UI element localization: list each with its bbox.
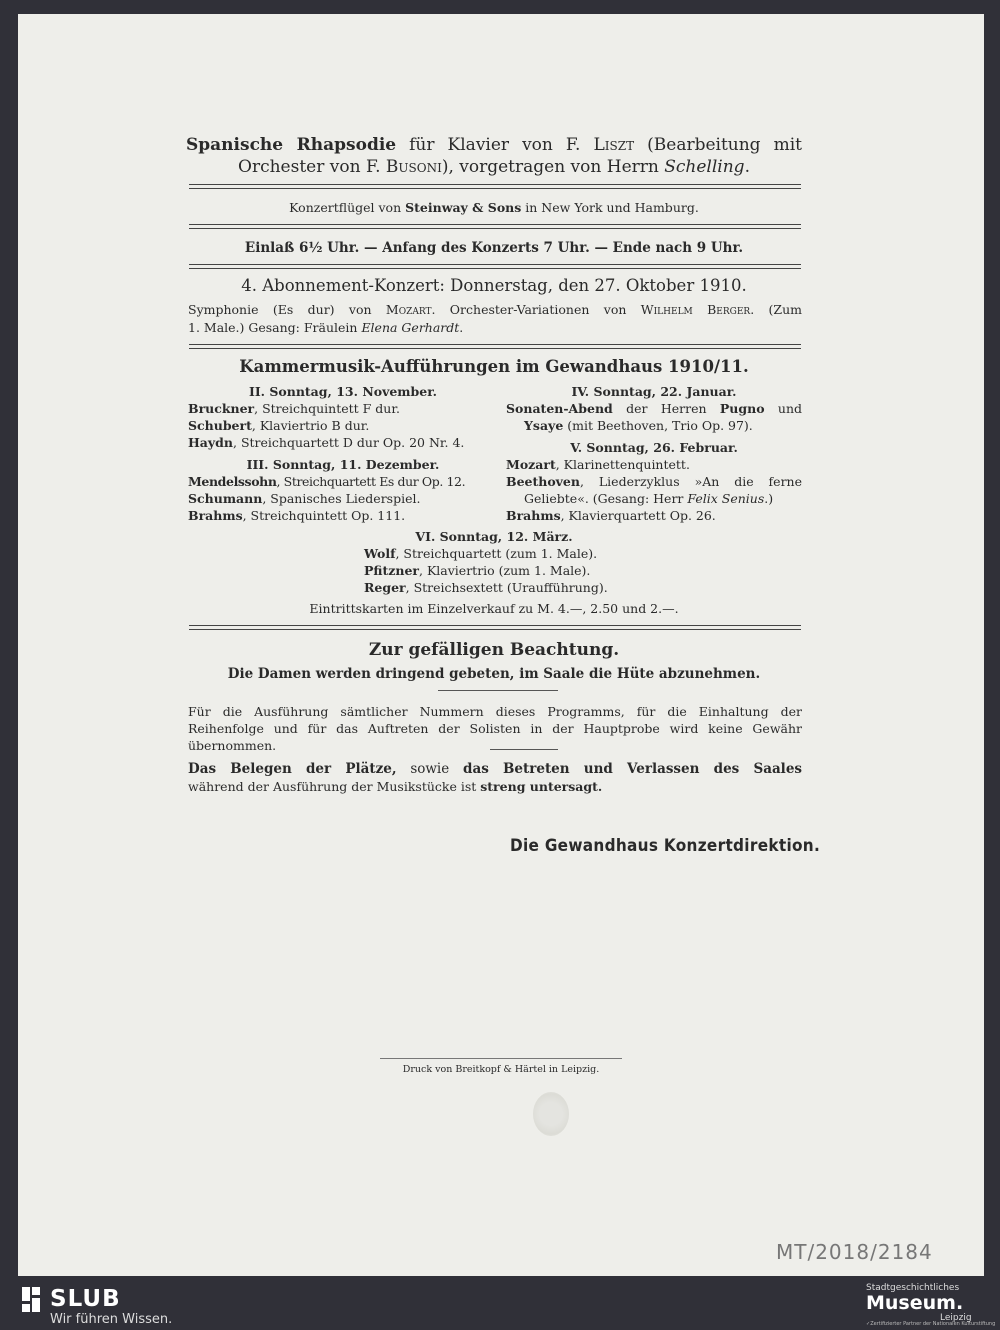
rhapsodie-line-1: Spanische Rhapsodie für Klavier von F. Liszt (Bearbeitung mit <box>186 135 802 155</box>
slub-logo-icon <box>20 1285 42 1321</box>
kammer-iii-item: Mendelssohn, Streichquartett Es dur Op. 12. <box>188 474 466 489</box>
abonnement-line-2: 1. Male.) Gesang: Fräulein Elena Gerhardt. <box>188 320 464 335</box>
divider <box>189 625 801 630</box>
kammer-iv-item: Ysaye (mit Beethoven, Trio Op. 97). <box>524 418 753 433</box>
gewaehr-line-1: Für die Ausführung sämtlicher Nummern dieses Programms, für die Einhaltung der <box>188 704 802 719</box>
kammer-iv-item: Sonaten-Abend der Herren Pugno und <box>506 401 802 416</box>
rhapsodie-line-2: Orchester von F. Busoni), vorgetragen von Herrn Schelling. <box>238 157 750 177</box>
divider <box>189 224 801 229</box>
rhapsodie-title: Spanische Rhapsodie <box>186 135 397 155</box>
kammermusik-title: Kammermusik-Aufführungen im Gewandhaus 1910/11. <box>239 357 749 376</box>
plaetze-line-1: Das Belegen der Plätze, sowie das Betreten und Verlassen des Saales <box>188 761 803 777</box>
short-rule <box>438 690 558 691</box>
printer-rule <box>380 1058 622 1059</box>
kammer-v-heading: V. Sonntag, 26. Februar. <box>570 440 738 455</box>
handwritten-inventory-number: MT/2018/2184 <box>776 1240 933 1264</box>
damen-notice: Die Damen werden dringend gebeten, im Saale die Hüte abzunehmen. <box>227 666 761 682</box>
gewaehr-line-2: Reihenfolge und für das Auftreten der Solisten in der Hauptprobe wird keine Gewähr <box>188 721 802 736</box>
gewaehr-line-3: übernommen. <box>188 738 277 753</box>
plaetze-line-2: während der Ausführung der Musikstücke ist streng untersagt. <box>188 779 603 794</box>
embossed-seal <box>533 1092 569 1136</box>
kammer-vi-item: Pfitzner, Klaviertrio (zum 1. Male). <box>364 563 591 578</box>
slub-tagline: Wir führen Wissen. <box>50 1312 173 1327</box>
slub-name[interactable]: SLUB <box>50 1286 121 1312</box>
museum-label-top: Stadtgeschichtliches <box>866 1283 960 1293</box>
signature: Die Gewandhaus Konzertdirektion. <box>510 836 821 856</box>
divider <box>189 344 801 349</box>
kammer-iii-heading: III. Sonntag, 11. Dezember. <box>246 457 440 472</box>
divider <box>189 264 801 269</box>
kammer-ii-item: Bruckner, Streichquintett F dur. <box>188 401 400 416</box>
kammer-v-item: Beethoven, Liederzyklus »An die ferne <box>506 474 802 489</box>
divider <box>189 184 801 189</box>
abonnement-line-1: Symphonie (Es dur) von Mozart. Orchester-Variationen von Wilhelm Berger. (Zum <box>188 302 802 317</box>
kammer-v-item: Mozart, Klarinettenquintett. <box>506 457 690 472</box>
kammer-ii-item: Schubert, Klaviertrio B dur. <box>188 418 370 433</box>
kammer-vi-item: Reger, Streichsextett (Uraufführung). <box>364 580 608 595</box>
kammer-v-item: Geliebte«. (Gesang: Herr Felix Senius.) <box>524 491 774 506</box>
museum-name[interactable]: Museum. <box>866 1292 964 1314</box>
short-rule <box>490 749 558 750</box>
kammer-vi-heading: VI. Sonntag, 12. März. <box>415 529 573 544</box>
printer-note: Druck von Breitkopf & Härtel in Leipzig. <box>402 1064 600 1075</box>
kammer-v-item: Brahms, Klavierquartett Op. 26. <box>506 508 716 523</box>
kammer-ii-heading: II. Sonntag, 13. November. <box>248 384 438 399</box>
kammer-iii-item: Schumann, Spanisches Liederspiel. <box>188 491 421 506</box>
museum-city: Leipzig <box>940 1313 972 1323</box>
museum-certification: ✓Zertifizierter Partner der Nationalen Kulturstiftung <box>866 1321 996 1327</box>
kammer-ii-item: Haydn, Streichquartett D dur Op. 20 Nr. 4. <box>188 435 465 450</box>
kammer-iv-heading: IV. Sonntag, 22. Januar. <box>571 384 737 399</box>
ticket-prices: Eintrittskarten im Einzelverkauf zu M. 4.—, 2.50 und 2.—. <box>309 601 679 616</box>
kammer-vi-item: Wolf, Streichquartett (zum 1. Male). <box>364 546 598 561</box>
kammer-iii-item: Brahms, Streichquintett Op. 111. <box>188 508 406 523</box>
konzertfluegel-line: Konzertflügel von Steinway & Sons in New York und Hamburg. <box>289 200 699 215</box>
abonnement-heading: 4. Abonnement-Konzert: Donnerstag, den 27. Oktober 1910. <box>241 276 747 295</box>
concert-times: Einlaß 6½ Uhr. — Anfang des Konzerts 7 Uhr. — Ende nach 9 Uhr. <box>244 240 744 256</box>
beachtung-title: Zur gefälligen Beachtung. <box>368 640 620 660</box>
